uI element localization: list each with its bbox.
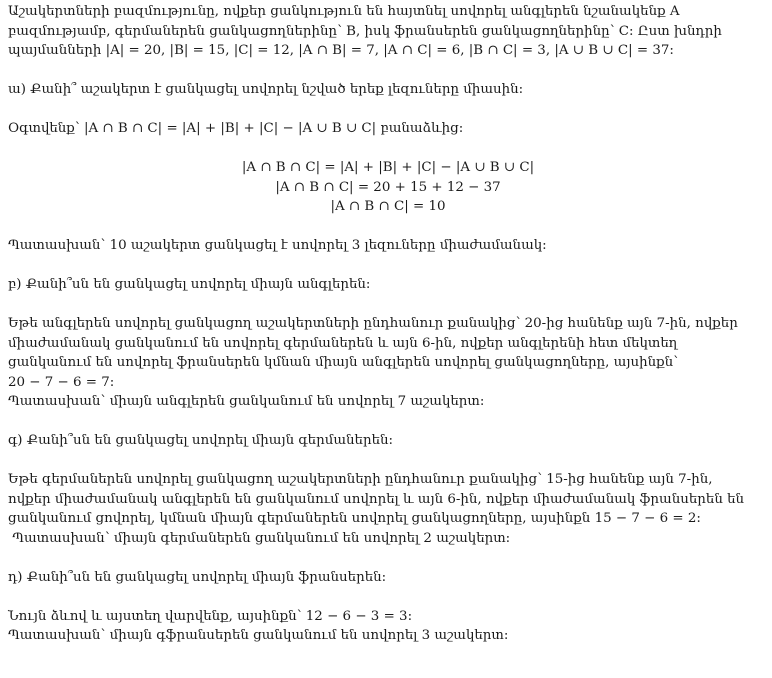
part-a-equation-1: |A ∩ B ∩ C| = |A| + |B| + |C| − |A ∪ B ∪ C| — [241, 160, 535, 175]
intro-line-3: պայմանների |A| = 20, |B| = 15, |C| = 12, |A ∩ B| = 7, |A ∩ C| = 6, |B ∩ C| = 3, |A ∪ B ∪ C| = 37: — [8, 43, 674, 58]
part-c-answer: Պատասխան՝ միայն գերմաներեն ցանկանում են սովորել 2 աշակերտ: — [8, 530, 511, 546]
part-c-question: գ) Քանի՞սն են ցանկացել սովորել միայն գերմաներեն: — [8, 433, 394, 448]
part-a-answer: Պատասխան՝ 10 աշակերտ ցանկացել է սովորել 3 լեզուները միաժամանակ: — [8, 238, 547, 253]
spacer — [8, 100, 768, 120]
part-a-method: Օգտվենք՝ |A ∩ B ∩ C| = |A| + |B| + |C| − |A ∪ B ∪ C| բանաձևից: — [8, 121, 464, 136]
part-b-question: բ) Քանի՞սն են ցանկացել սովորել միայն անգլերեն: — [8, 277, 371, 292]
intro-line-1: Աշակերտների բազմությունը, ովքեր ցանկություն են հայտնել սովորել անգլերեն նշանակենք A — [8, 4, 680, 19]
part-a-equation-3: |A ∩ B ∩ C| = 10 — [330, 199, 446, 214]
spacer — [8, 587, 768, 607]
part-b-line-4: 20 − 7 − 6 = 7: — [8, 374, 115, 390]
part-a-question: ա) Քանի՞ աշակերտ է ցանկացել սովորել նշված երեք լեզուները միասին: — [8, 82, 524, 97]
part-b-answer: Պատասխան՝ միայն անգլերեն ցանկանում են սովորել 7 աշակերտ: — [8, 394, 485, 409]
part-b-line-2: միաժամանակ ցանկանում են սովորել գերմաներեն և այն 6-ին, ովքեր անգլերենի հետ մեկտեղ — [8, 335, 678, 351]
spacer — [8, 295, 768, 315]
part-d-question: դ) Քանի՞սն են ցանկացել սովորել միայն ֆրանսերեն: — [8, 569, 387, 585]
intro-line-2: բազմությամբ, գերմաներեն ցանկացողներինը՝ B, իսկ ֆրանսերեն ցանկացողներինը՝ C: Ըստ խնդրի — [8, 23, 722, 39]
part-a-equation-2: |A ∩ B ∩ C| = 20 + 15 + 12 − 37 — [275, 179, 501, 195]
part-c-line-3: ցանկանում ցովորել, կմնան միայն գերմաներեն սովորել ցանկացողները, այսինքն 15 − 7 − 6 = 2: — [8, 511, 701, 526]
spacer — [8, 217, 768, 237]
spacer — [8, 548, 768, 568]
document-body — [8, 2, 768, 646]
part-d-line-1: Նույն ձևով և այստեղ վարվենք, այսինքն՝ 12 − 6 − 3 = 3: — [8, 608, 413, 624]
part-b-line-3: ցանկանում են սովորել ֆրանսերեն կմնան միայն անգլերեն սովորել ցանկացողները, այսինքն՝ — [8, 355, 679, 370]
part-d-answer: Պատասխան՝ միայն գֆրանսերեն ցանկանում են սովորել 3 աշակերտ: — [8, 628, 509, 643]
spacer — [8, 256, 768, 276]
spacer — [8, 61, 768, 81]
spacer — [8, 451, 768, 471]
part-c-line-1: Եթե գերմաներեն սովորել ցանկացող աշակերտների ընդհանուր քանակից՝ 15-ից հանենք այն 7-ին, — [8, 472, 713, 487]
spacer — [8, 139, 768, 159]
part-b-line-1: Եթե անգլերեն սովորել ցանկացող աշակերտների ընդհանուր քանակից՝ 20-ից հանենք այն 7-ին, ովքեր — [8, 316, 738, 331]
spacer — [8, 412, 768, 432]
part-c-line-2: ովքեր միաժամանակ անգլերեն են ցանկանում սովորել և այն 6-ին, ովքեր միաժամանակ ֆրանսերեն են — [8, 491, 745, 507]
